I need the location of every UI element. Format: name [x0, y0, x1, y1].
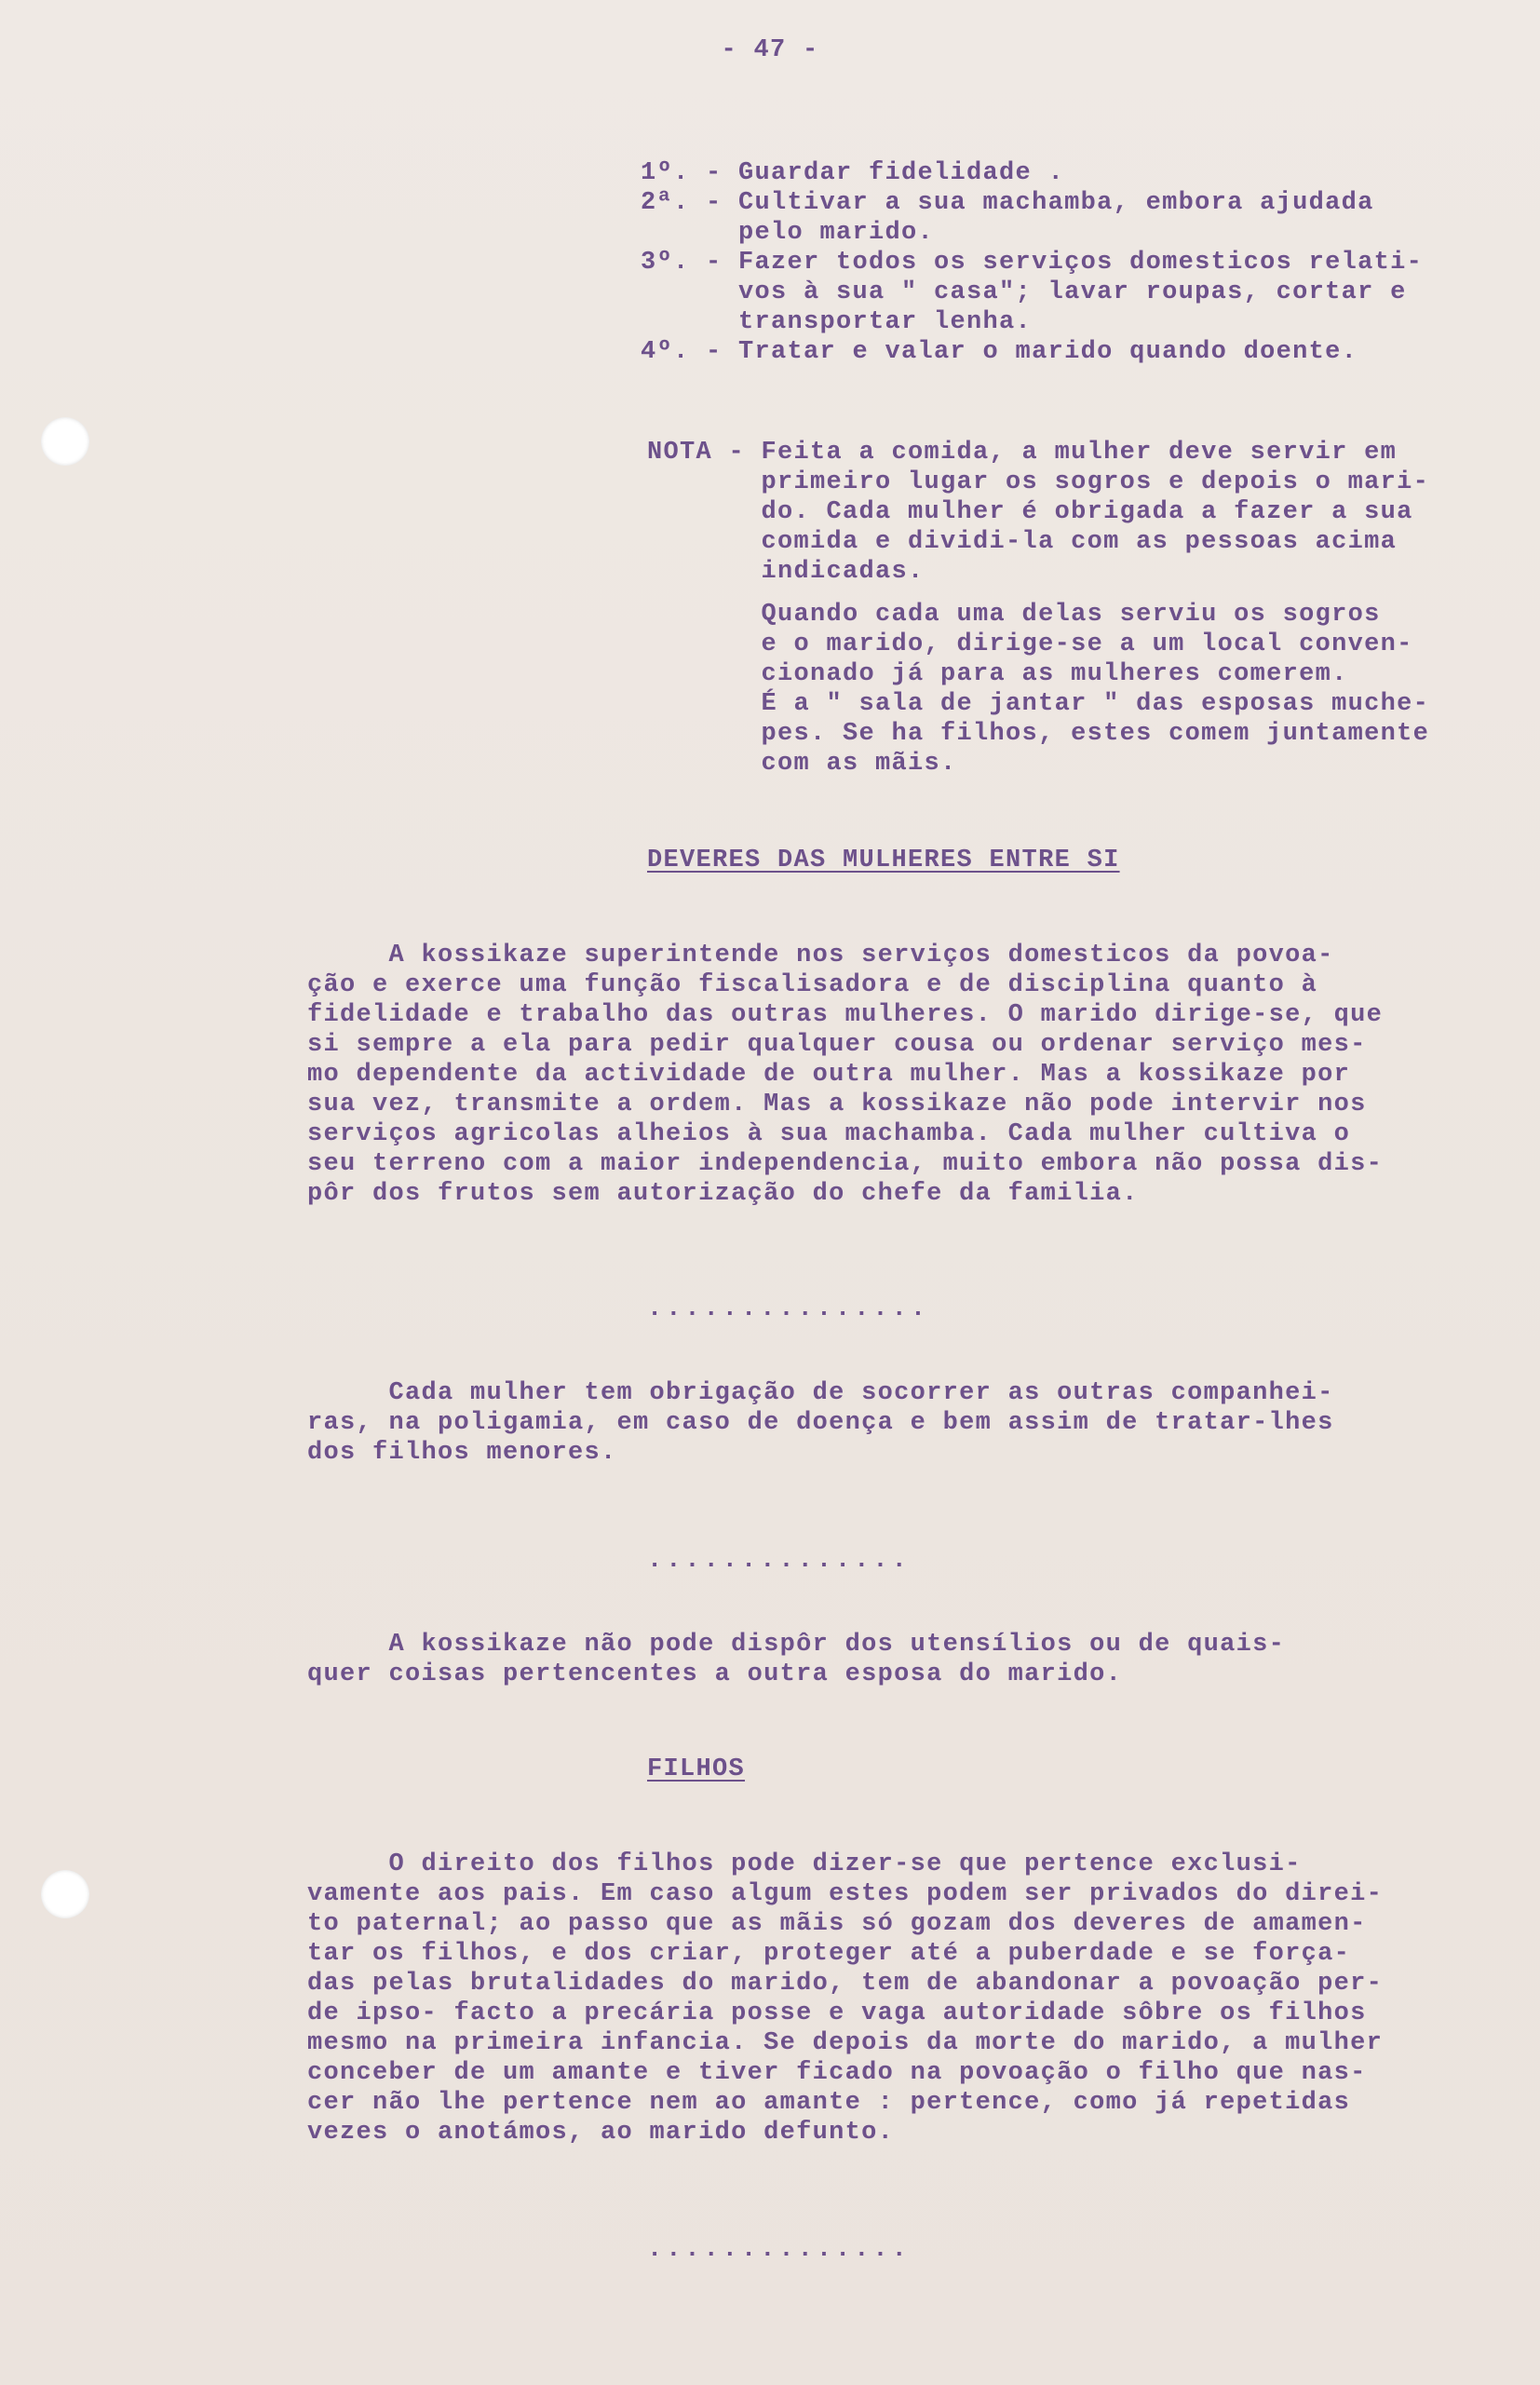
nota-line: indicadas. [647, 558, 925, 586]
duty-line: vos à sua " casa"; lavar roupas, cortar e [641, 278, 1407, 306]
paragraph-line: ção e exerce uma função fiscalisadora e de disciplina quanto à [307, 971, 1318, 999]
separator-dots: .............. [647, 2236, 911, 2264]
nota-line: pes. Se ha filhos, estes comem juntamente [647, 720, 1430, 748]
paragraph-line: O direito dos filhos pode dizer-se que pertence exclusi- [307, 1850, 1302, 1878]
paragraph-line: tar os filhos, e dos criar, proteger até a puberdade e se força- [307, 1940, 1351, 1968]
nota-line: do. Cada mulher é obrigada a fazer a sua [647, 498, 1413, 526]
paragraph-line: serviços agricolas alheios à sua machamba. Cada mulher cultiva o [307, 1120, 1351, 1148]
duty-line: 4º. - Tratar e valar o marido quando doente. [641, 338, 1358, 366]
paragraph-line: seu terreno com a maior independencia, muito embora não possa dis- [307, 1150, 1384, 1178]
paragraph-line: quer coisas pertencentes a outra esposa do marido. [307, 1660, 1123, 1688]
nota-line: com as mãis. [647, 750, 957, 778]
punch-hole [41, 417, 89, 466]
nota-line: e o marido, dirige-se a um local conven- [647, 630, 1413, 658]
page-number: - 47 - [721, 36, 819, 64]
paragraph-line: fidelidade e trabalho das outras mulheres. O marido dirige-se, que [307, 1001, 1384, 1029]
paragraph-line: sua vez, transmite a ordem. Mas a kossikaze não pode intervir nos [307, 1091, 1367, 1118]
paragraph-line: Cada mulher tem obrigação de socorrer as outras companhei- [307, 1379, 1334, 1407]
duty-line: 2ª. - Cultivar a sua machamba, embora ajudada [641, 189, 1374, 217]
duty-line: pelo marido. [641, 219, 935, 247]
nota-line: Quando cada uma delas serviu os sogros [647, 601, 1381, 629]
nota-line: NOTA - Feita a comida, a mulher deve servir em [647, 439, 1398, 467]
nota-line: cionado já para as mulheres comerem. [647, 660, 1348, 688]
section-heading-filhos: FILHOS [647, 1755, 746, 1783]
paragraph-line: dos filhos menores. [307, 1439, 617, 1467]
separator-dots: ............... [647, 1295, 930, 1323]
section-heading-deveres: DEVERES DAS MULHERES ENTRE SI [647, 847, 1120, 874]
paragraph-line: mesmo na primeira infancia. Se depois da morte do marido, a mulher [307, 2029, 1384, 2057]
paragraph-line: de ipso- facto a precária posse e vaga autoridade sôbre os filhos [307, 1999, 1367, 2027]
paragraph-line: mo dependente da actividade de outra mulher. Mas a kossikaze por [307, 1061, 1351, 1089]
paragraph-line: conceber de um amante e tiver ficado na povoação o filho que nas- [307, 2059, 1367, 2087]
paragraph-line: das pelas brutalidades do marido, tem de abandonar a povoação per- [307, 1970, 1384, 1998]
paragraph-line: vezes o anotámos, ao marido defunto. [307, 2119, 895, 2147]
paragraph-line: si sempre a ela para pedir qualquer cousa ou ordenar serviço mes- [307, 1031, 1367, 1059]
nota-line: comida e dividi-la com as pessoas acima [647, 528, 1398, 556]
paragraph-line: pôr dos frutos sem autorização do chefe da familia. [307, 1180, 1139, 1208]
paragraph-line: A kossikaze não pode dispôr dos utensílios ou de quais- [307, 1631, 1286, 1659]
duty-line: 1º. - Guardar fidelidade . [641, 159, 1065, 187]
duty-line: 3º. - Fazer todos os serviços domesticos relati- [641, 249, 1424, 277]
punch-hole [41, 1870, 89, 1918]
paragraph-line: vamente aos pais. Em caso algum estes podem ser privados do direi- [307, 1880, 1384, 1908]
nota-line: É a " sala de jantar " das esposas muche- [647, 690, 1430, 718]
duty-line: transportar lenha. [641, 308, 1033, 336]
paragraph-line: cer não lhe pertence nem ao amante : pertence, como já repetidas [307, 2089, 1351, 2117]
nota-line: primeiro lugar os sogros e depois o mari- [647, 468, 1430, 496]
paragraph-line: ras, na poligamia, em caso de doença e bem assim de tratar-lhes [307, 1409, 1334, 1437]
separator-dots: .............. [647, 1547, 911, 1575]
paragraph-line: to paternal; ao passo que as mãis só gozam dos deveres de amamen- [307, 1910, 1367, 1938]
paragraph-line: A kossikaze superintende nos serviços domesticos da povoa- [307, 942, 1334, 969]
